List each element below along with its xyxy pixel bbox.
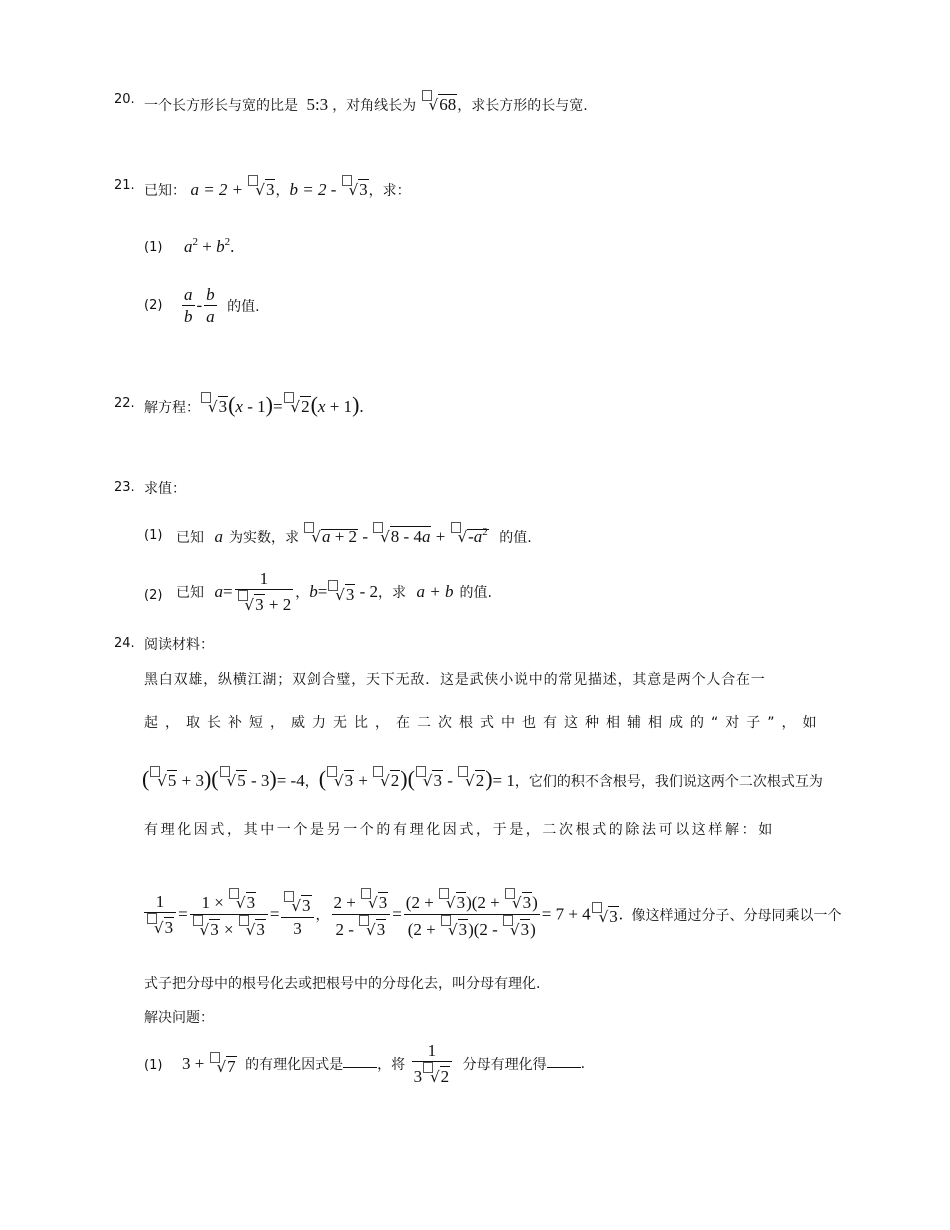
- part-23-1: 已知 a 为实数，求 $√a + 2 - √8 - 4a + √-a^2$ 的值.: [176, 522, 532, 547]
- paragraph-line: 黑白双雄，纵横江湖；双剑合璧，天下无敌．这是武侠小说中的常见描述，其意是两个人合在一: [144, 672, 766, 688]
- sqrt-3: √3: [247, 175, 275, 200]
- sqrt-3: √3: [341, 175, 369, 200]
- sqrt-3: √3: [200, 392, 228, 417]
- part-number: (1): [144, 240, 163, 255]
- question-number: 22.: [114, 396, 135, 411]
- paragraph-line: 式子把分母中的根号化去或把根号中的分母化去，叫分母有理化.: [144, 976, 541, 992]
- question-number: 20.: [114, 92, 135, 107]
- question-24-lead: 阅读材料：: [144, 637, 214, 653]
- question-20: 一个长方形长与宽的比是 5:3 ，对角线长为 √68，求长方形的长与宽.: [144, 90, 588, 115]
- question-21: 已知： a = 2 + √3，b = 2 - √3，求：: [144, 175, 411, 200]
- paragraph-math-line: ( √5 + 3)( √5 - 3)= -4，( √3 + √2)( √3 - √2)= 1，它们的积不含根号，我们说这两个二次根式互为: [142, 766, 823, 791]
- part-21-1: $a^2 + b^2$.: [184, 236, 235, 256]
- part-number: (1): [144, 1058, 163, 1073]
- paragraph-line: 有理化因式，其中一个是另一个的有理化因式，于是，二次根式的除法可以这样解：如: [144, 822, 775, 838]
- part-24-1: 3 + √7 的有理化因式是 ，将 $\frac{1}{3 √2}$ 分母有理化得 .: [182, 1041, 586, 1086]
- answer-blank[interactable]: [343, 1067, 377, 1068]
- question-22: 解方程： √3(x - 1)= √2(x + 1).: [144, 392, 364, 417]
- question-number: 24.: [114, 636, 135, 651]
- paragraph-math-line: $\frac{1}{√3}$ = $\frac{1 \times √3}{√3 \times √3}$ = $\frac{√3}{3}$ ， $\frac{2 + √3}{2 - √3}$ = $\frac{(2 + √3)(2 + √3)}{(2 + √3)(2 - √3)}$ = 7 + 4 √3. 像这样通过分子、分母同乘以一个: [142, 888, 841, 941]
- solve-heading: 解决问题：: [144, 1010, 214, 1026]
- part-number: (2): [144, 588, 163, 603]
- part-number: (1): [144, 528, 163, 543]
- part-21-2: $\frac{a}{b}$ - $\frac{b}{a}$ 的值.: [184, 285, 260, 326]
- sqrt-68: √68: [421, 90, 458, 115]
- answer-blank[interactable]: [547, 1067, 581, 1068]
- question-23-lead: 求值：: [144, 481, 186, 497]
- paragraph-line: 起，取长补短，威力无比，在二次根式中也有这种相辅相成的“对子”，如: [144, 715, 824, 731]
- question-number: 21.: [114, 178, 135, 193]
- part-number: (2): [144, 298, 163, 313]
- question-number: 23.: [114, 480, 135, 495]
- sqrt-2: √2: [283, 392, 311, 417]
- part-23-2: 已知 a= $\frac{1}{√3 + 2}$ ，b= √3 - 2，求 a + b 的值.: [176, 569, 492, 614]
